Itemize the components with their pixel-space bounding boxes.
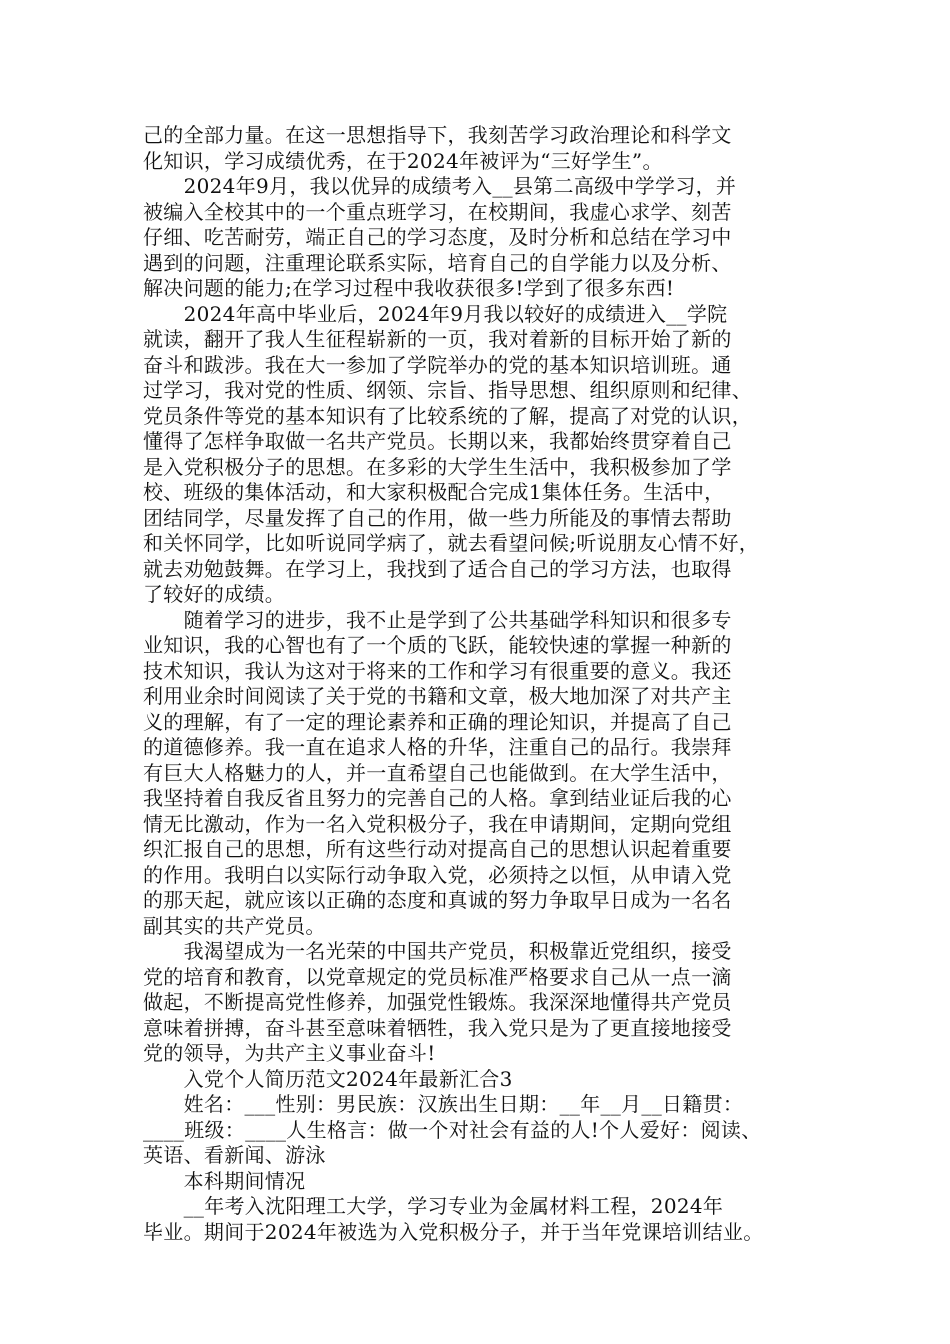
text-line: 了较好的成绩。	[143, 582, 286, 606]
text-line: 技术知识，我认为这对于将来的工作和学习有很重要的意义。我还	[143, 658, 732, 683]
text-line: 业知识，我的心智也有了一个质的飞跃，能较快速的掌握一种新的	[143, 633, 732, 657]
text-line: 我渴望成为一名光荣的中国共产党员，积极靠近党组织，接受	[143, 939, 732, 963]
text-line: ____班级：____人生格言：做一个对社会有益的人!个人爱好：阅读、	[143, 1117, 762, 1142]
text-line: 意味着拼搏，奋斗甚至意味着牺牲，我入党只是为了更直接地接受	[143, 1015, 732, 1040]
text-line: 仔细、吃苦耐劳，端正自己的学习态度，及时分析和总结在学习中	[143, 225, 732, 249]
text-line: 的那天起，就应该以正确的态度和真诚的努力争取早日成为一名名	[143, 888, 732, 912]
text-line: 毕业。期间于2024年被选为入党积极分子，并于当年党课培训结业。	[143, 1219, 764, 1244]
text-line: 2024年9月，我以优异的成绩考入__县第二高级中学学习，并	[143, 174, 737, 198]
text-line: 副其实的共产党员。	[143, 913, 326, 938]
text-line: 做起，不断提高党性修养，加强党性锻炼。我深深地懂得共产党员	[143, 990, 732, 1014]
text-line: 利用业余时间阅读了关于党的书籍和文章，极大地加深了对共产主	[143, 684, 732, 708]
text-line: 遇到的问题，注重理论联系实际，培育自己的自学能力以及分析、	[143, 250, 732, 275]
text-line: 校、班级的集体活动，和大家积极配合完成1集体任务。生活中，	[143, 480, 725, 504]
text-line: 的作用。我明白以实际行动争取入党，必须持之以恒，从申请入党	[143, 862, 732, 887]
text-line: 2024年高中毕业后，2024年9月我以较好的成绩进入__学院	[143, 301, 728, 326]
subsection-heading: 本科期间情况	[143, 1168, 306, 1193]
text-line: 解决问题的能力;在学习过程中我收获很多!学到了很多东西!	[143, 276, 675, 300]
text-line: 和关怀同学，比如听说同学病了，就去看望问候;听说朋友心情不好，	[143, 531, 760, 555]
text-line: 我坚持着自我反省且努力的完善自己的人格。拿到结业证后我的心	[143, 786, 732, 810]
text-line: 就读，翻开了我人生征程崭新的一页，我对着新的目标开始了新的	[143, 327, 732, 351]
text-line: 义的理解，有了一定的理论素养和正确的理论知识，并提高了自己	[143, 709, 732, 734]
text-line: 党的领导，为共产主义事业奋斗!	[143, 1041, 436, 1065]
text-line: 是入党积极分子的思想。在多彩的大学生生活中，我积极参加了学	[143, 454, 732, 479]
text-line: 随着学习的进步，我不止是学到了公共基础学科知识和很多专	[143, 607, 732, 632]
text-line: 过学习，我对党的性质、纲领、宗旨、指导思想、组织原则和纪律、	[143, 378, 752, 402]
text-line: 奋斗和跋涉。我在大一参加了学院举办的党的基本知识培训班。通	[143, 352, 732, 377]
text-line: 姓名：___性别：男民族：汉族出生日期：__年__月__日籍贯：	[143, 1092, 744, 1116]
text-line: 团结同学，尽量发挥了自己的作用，做一些力所能及的事情去帮助	[143, 505, 732, 530]
text-line: 懂得了怎样争取做一名共产党员。长期以来，我都始终贯穿着自己	[143, 429, 732, 453]
section-heading: 入党个人简历范文2024年最新汇合3	[143, 1066, 513, 1091]
document-body	[143, 123, 825, 1245]
text-line: 有巨大人格魅力的人，并一直希望自己也能做到。在大学生活中，	[143, 760, 732, 785]
text-line: __年考入沈阳理工大学，学习专业为金属材料工程，2024年	[143, 1194, 724, 1218]
text-line: 被编入全校其中的一个重点班学习，在校期间，我虚心求学、刻苦	[143, 199, 732, 224]
text-line: 织汇报自己的思想，所有这些行动对提高自己的思想认识起着重要	[143, 837, 732, 861]
text-line: 的道德修养。我一直在追求人格的升华，注重自己的品行。我崇拜	[143, 735, 732, 759]
text-line: 情无比激动，作为一名入党积极分子，我在申请期间，定期向党组	[143, 811, 732, 836]
text-line: 就去劝勉鼓舞。在学习上，我找到了适合自己的学习方法，也取得	[143, 556, 732, 581]
text-line: 党的培育和教育，以党章规定的党员标准严格要求自己从一点一滴	[143, 964, 732, 989]
text-line: 化知识，学习成绩优秀，在于2024年被评为“三好学生”。	[143, 148, 663, 173]
text-line: 己的全部力量。在这一思想指导下，我刻苦学习政治理论和科学文	[143, 123, 732, 147]
text-line: 英语、看新闻、游泳	[143, 1143, 326, 1167]
text-line: 党员条件等党的基本知识有了比较系统的了解，提高了对党的认识，	[143, 403, 752, 428]
